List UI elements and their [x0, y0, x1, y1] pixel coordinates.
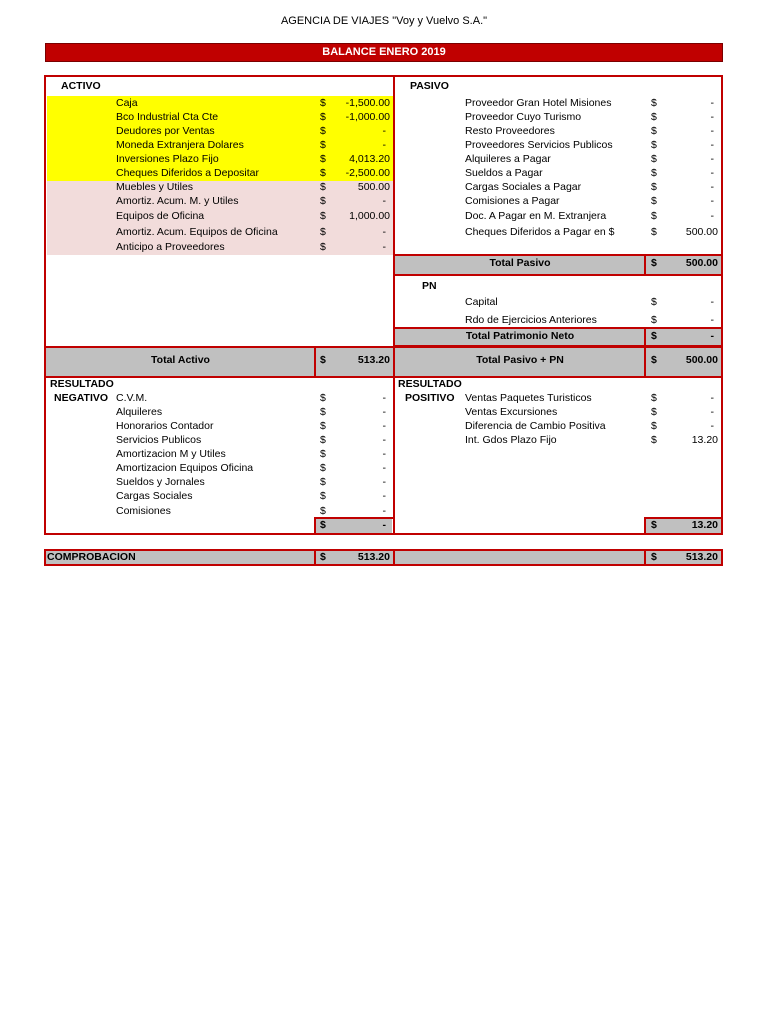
pasivo-item-label: Alquileres a Pagar	[465, 153, 551, 165]
balance-banner: BALANCE ENERO 2019	[45, 43, 723, 62]
comprobacion-label: COMPROBACION	[47, 551, 136, 563]
activo-item-label: Anticipo a Proveedores	[116, 241, 225, 253]
activo-item-value: -1,500.00	[345, 97, 390, 109]
currency-sign: $	[320, 406, 326, 418]
activo-item-label: Moneda Extranjera Dolares	[116, 139, 244, 151]
pos-item-label: Ventas Excursiones	[465, 406, 558, 418]
pos-item-value: 13.20	[691, 434, 718, 446]
neg-item-label: Amortizacion M y Utiles	[116, 448, 226, 460]
activo-item-label: Deudores por Ventas	[116, 125, 215, 137]
pasivo-item-label: Proveedores Servicios Publicos	[465, 139, 613, 151]
currency-sign: $	[320, 139, 326, 151]
total-pasivo-pn-label: Total Pasivo + PN	[476, 354, 564, 366]
neg-item-label: Alquileres	[116, 406, 163, 418]
pasivo-item-label: Doc. A Pagar en M. Extranjera	[465, 210, 607, 222]
currency-sign: $	[320, 153, 326, 165]
pasivo-item-label: Cheques Diferidos a Pagar en $	[465, 226, 615, 238]
activo-item-label: Inversiones Plazo Fijo	[116, 153, 219, 165]
activo-item-value: 1,000.00	[349, 210, 390, 222]
pasivo-item-value: -	[710, 153, 714, 165]
neg-item-label: Sueldos y Jornales	[116, 476, 205, 488]
currency-sign: $	[651, 97, 657, 109]
activo-item-label: Muebles y Utiles	[116, 181, 194, 193]
total-pn-label: Total Patrimonio Neto	[465, 330, 575, 342]
currency-sign: $	[651, 125, 657, 137]
currency-sign: $	[320, 505, 326, 517]
currency-sign: $	[651, 406, 657, 418]
currency-sign: $	[320, 195, 326, 207]
currency-sign: $	[320, 392, 326, 404]
pn-item-label: Capital	[465, 296, 498, 308]
currency-sign: $	[651, 111, 657, 123]
currency-sign: $	[651, 551, 657, 563]
activo-item-value: -	[382, 241, 386, 253]
currency-sign: $	[651, 354, 657, 366]
neg-item-value: -	[382, 406, 386, 418]
pasivo-item-label: Resto Proveedores	[465, 125, 555, 137]
currency-sign: $	[320, 210, 326, 222]
pn-item-value: -	[710, 296, 714, 308]
pn-item-label: Rdo de Ejercicios Anteriores	[465, 314, 597, 326]
activo-item-value: -	[382, 226, 386, 238]
currency-sign: $	[320, 111, 326, 123]
total-activo-value: 513.20	[357, 354, 390, 366]
pos-item-label: Int. Gdos Plazo Fijo	[465, 434, 557, 446]
pasivo-item-value: 500.00	[685, 226, 718, 238]
currency-sign: $	[320, 434, 326, 446]
activo-item-value: -	[382, 139, 386, 151]
pasivo-item-label: Cargas Sociales a Pagar	[465, 181, 582, 193]
currency-sign: $	[320, 241, 326, 253]
currency-sign: $	[320, 354, 326, 366]
resultado-positivo-subheading: POSITIVO	[405, 392, 455, 404]
currency-sign: $	[651, 195, 657, 207]
currency-sign: $	[320, 420, 326, 432]
neg-item-value: -	[382, 462, 386, 474]
activo-item-value: -1,000.00	[345, 111, 390, 123]
pos-item-value: -	[710, 392, 714, 404]
neg-item-label: Servicios Publicos	[116, 434, 202, 446]
currency-sign: $	[651, 167, 657, 179]
activo-item-value: -	[382, 125, 386, 137]
total-pn-value: -	[710, 330, 714, 342]
neg-item-label: Amortizacion Equipos Oficina	[116, 462, 254, 474]
neg-item-value: -	[382, 434, 386, 446]
activo-item-label: Equipos de Oficina	[116, 210, 205, 222]
pos-total-value: 13.20	[691, 519, 718, 531]
pasivo-item-value: -	[710, 181, 714, 193]
currency-sign: $	[320, 226, 326, 238]
pos-item-value: -	[710, 406, 714, 418]
pn-heading: PN	[422, 280, 437, 292]
activo-heading: ACTIVO	[61, 80, 101, 92]
currency-sign: $	[651, 314, 657, 326]
pos-item-label: Ventas Paquetes Turisticos	[465, 392, 592, 404]
pasivo-item-value: -	[710, 125, 714, 137]
currency-sign: $	[320, 125, 326, 137]
resultado-negativo-subheading: NEGATIVO	[54, 392, 109, 404]
neg-item-label: Cargas Sociales	[116, 490, 193, 502]
activo-item-label: Amortiz. Acum. Equipos de Oficina	[116, 226, 278, 238]
currency-sign: $	[320, 448, 326, 460]
pasivo-item-label: Proveedor Gran Hotel Misiones	[465, 97, 612, 109]
currency-sign: $	[651, 296, 657, 308]
currency-sign: $	[320, 476, 326, 488]
neg-item-value: -	[382, 420, 386, 432]
currency-sign: $	[320, 490, 326, 502]
neg-item-label: Comisiones	[116, 505, 171, 517]
pos-item-value: -	[710, 420, 714, 432]
pasivo-item-value: -	[710, 111, 714, 123]
activo-item-value: -2,500.00	[345, 167, 390, 179]
currency-sign: $	[320, 551, 326, 563]
neg-item-value: -	[382, 476, 386, 488]
total-pasivo-label: Total Pasivo	[489, 257, 551, 269]
total-activo-label: Total Activo	[151, 354, 210, 366]
currency-sign: $	[651, 257, 657, 269]
resultado-negativo-heading: RESULTADO	[50, 378, 114, 390]
currency-sign: $	[651, 139, 657, 151]
pos-item-label: Diferencia de Cambio Positiva	[465, 420, 606, 432]
pasivo-heading: PASIVO	[410, 80, 449, 92]
activo-item-label: Amortiz. Acum. M. y Utiles	[116, 195, 239, 207]
total-pasivo-pn-value: 500.00	[685, 354, 718, 366]
currency-sign: $	[651, 153, 657, 165]
activo-item-value: 500.00	[357, 181, 390, 193]
currency-sign: $	[651, 330, 657, 342]
currency-sign: $	[651, 392, 657, 404]
pasivo-item-label: Sueldos a Pagar	[465, 167, 543, 179]
activo-item-label: Bco Industrial Cta Cte	[116, 111, 219, 123]
currency-sign: $	[651, 226, 657, 238]
currency-sign: $	[320, 462, 326, 474]
neg-item-label: Honorarios Contador	[116, 420, 214, 432]
comprobacion-right-value: 513.20	[685, 551, 718, 563]
neg-item-value: -	[382, 490, 386, 502]
currency-sign: $	[320, 519, 326, 531]
currency-sign: $	[320, 97, 326, 109]
pasivo-item-value: -	[710, 195, 714, 207]
activo-item-label: Cheques Diferidos a Depositar	[116, 167, 259, 179]
neg-item-value: -	[382, 392, 386, 404]
currency-sign: $	[651, 434, 657, 446]
neg-item-value: -	[382, 448, 386, 460]
pasivo-item-value: -	[710, 97, 714, 109]
pasivo-item-value: -	[710, 167, 714, 179]
neg-item-label: C.V.M.	[116, 392, 148, 404]
currency-sign: $	[651, 210, 657, 222]
currency-sign: $	[651, 181, 657, 193]
company-title: AGENCIA DE VIAJES "Voy y Vuelvo S.A."	[280, 15, 488, 27]
pasivo-item-label: Proveedor Cuyo Turismo	[465, 111, 582, 123]
pasivo-item-value: -	[710, 139, 714, 151]
neg-item-value: -	[382, 505, 386, 517]
currency-sign: $	[651, 420, 657, 432]
pasivo-item-value: -	[710, 210, 714, 222]
activo-item-label: Caja	[116, 97, 138, 109]
resultado-positivo-heading: RESULTADO	[398, 378, 462, 390]
pn-item-value: -	[710, 314, 714, 326]
currency-sign: $	[320, 167, 326, 179]
currency-sign: $	[320, 181, 326, 193]
activo-item-value: 4,013.20	[349, 153, 390, 165]
pasivo-item-label: Comisiones a Pagar	[465, 195, 560, 207]
neg-total-value: -	[382, 519, 386, 531]
comprobacion-left-value: 513.20	[357, 551, 390, 563]
activo-item-value: -	[382, 195, 386, 207]
total-pasivo-value: 500.00	[685, 257, 718, 269]
currency-sign: $	[651, 519, 657, 531]
